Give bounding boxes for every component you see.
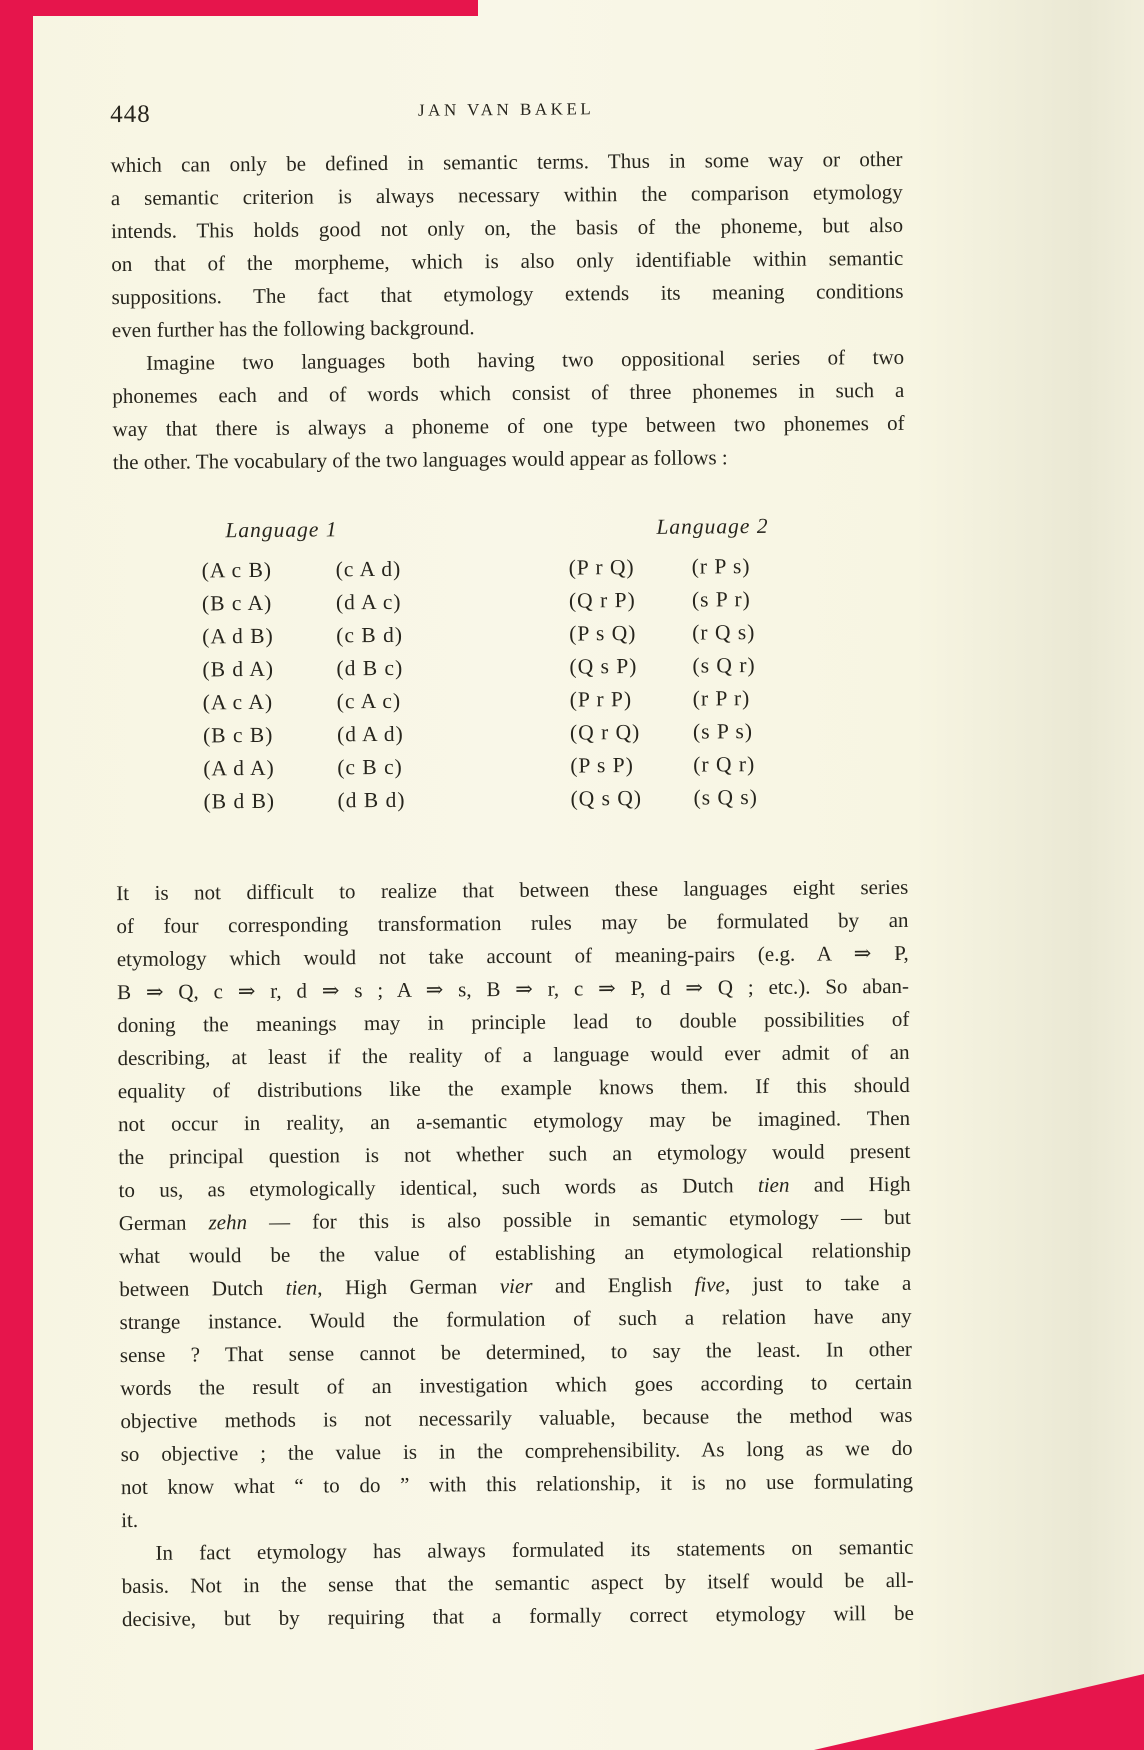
text-line: a semantic criterion is always necessary within the comparison etymology bbox=[110, 179, 903, 211]
text-line: doning the meanings may in principle lead to double possibilities of bbox=[117, 1006, 910, 1038]
table-cell: (s Q r) bbox=[692, 653, 756, 678]
table-cell: (s P s) bbox=[692, 719, 754, 744]
table-cell: (P s P) bbox=[570, 753, 634, 778]
text-line: so objective ; the value is in the comprehensibility. As long as we do bbox=[120, 1435, 913, 1467]
table-cell: (P r P) bbox=[569, 687, 633, 712]
table-cell: (B c B) bbox=[202, 722, 274, 748]
text-line: sense ? That sense cannot be determined, to say the least. In other bbox=[119, 1336, 912, 1368]
table-cell: (A d A) bbox=[203, 755, 275, 781]
table-cell: (B c A) bbox=[201, 590, 273, 616]
table-cell: (c A c) bbox=[336, 688, 402, 714]
table-cell: (s P r) bbox=[691, 587, 751, 612]
text-line: to us, as etymologically identical, such words as Dutch tien and High bbox=[118, 1171, 911, 1203]
scan-edge-left-strip bbox=[0, 0, 33, 1750]
language-2-header: Language 2 bbox=[656, 513, 769, 539]
paragraph-4 bbox=[121, 1531, 914, 1636]
table-cell: (B d A) bbox=[202, 656, 275, 682]
text-line: German zehn — for this is also possible in semantic etymology — but bbox=[118, 1204, 911, 1236]
text-line: what would be the value of establishing an etymological relationship bbox=[119, 1237, 912, 1269]
paragraph-3 bbox=[116, 871, 913, 1537]
text-line: not know what “ to do ” with this relationship, it is no use formulating bbox=[120, 1468, 913, 1500]
table-cell: (c A d) bbox=[335, 556, 402, 582]
table-cell: (Q s P) bbox=[569, 653, 638, 679]
language-vocabulary-table bbox=[113, 513, 907, 819]
table-cell: (d A c) bbox=[335, 589, 402, 615]
text-line: the principal question is not whether such an etymology would present bbox=[118, 1138, 911, 1170]
text-line: of four corresponding transformation rules may be formulated by an bbox=[116, 907, 909, 939]
text-line: on that of the morpheme, which is also only identifiable within semantic bbox=[111, 245, 904, 277]
text-line: words the result of an investigation which goes according to certain bbox=[120, 1369, 913, 1401]
table-cell: (r Q r) bbox=[693, 752, 756, 777]
text-line: basis. Not in the sense that the semantic aspect by itself would be all- bbox=[121, 1567, 914, 1599]
table-cell: (r Q s) bbox=[692, 620, 756, 645]
table-cell: (Q r Q) bbox=[569, 719, 641, 745]
page-header bbox=[110, 93, 902, 129]
text-line: way that there is always a phoneme of one type between two phonemes of bbox=[112, 410, 905, 442]
text-line: etymology which would not take account of meaning-pairs (e.g. A ⇒ P, bbox=[116, 940, 909, 972]
table-cell: (d B c) bbox=[336, 655, 404, 681]
table-cell: (s Q s) bbox=[693, 785, 758, 810]
text-line: intends. This holds good not only on, the basis of the phoneme, but also bbox=[110, 212, 904, 244]
paragraph-2 bbox=[112, 341, 905, 479]
table-row bbox=[115, 780, 907, 819]
running-header: JAN VAN BAKEL bbox=[417, 99, 595, 120]
table-cell: (c B c) bbox=[337, 754, 403, 780]
text-line: Imagine two languages both having two oppositional series of two bbox=[145, 344, 905, 375]
table-cell: (P s Q) bbox=[569, 620, 637, 646]
table-cell: (d B d) bbox=[337, 787, 406, 813]
table-cell: (B d B) bbox=[203, 788, 276, 814]
table-cell: (Q r P) bbox=[568, 587, 636, 613]
text-line: the other. The vocabulary of the two languages would appear as follows : bbox=[112, 445, 728, 475]
text-line: suppositions. The fact that etymology extends its meaning conditions bbox=[111, 278, 904, 310]
table-cell: (Q s Q) bbox=[570, 785, 643, 811]
text-line: which can only be defined in semantic terms. Thus in some way or other bbox=[110, 146, 903, 178]
table-cell: (A c A) bbox=[202, 689, 274, 715]
text-line: decisive, but by requiring that a formally correct etymology will be bbox=[121, 1600, 915, 1632]
table-cell: (P r Q) bbox=[568, 555, 635, 580]
text-line: strange instance. Would the formulation of such a relation have any bbox=[119, 1303, 912, 1335]
table-headers bbox=[113, 513, 905, 555]
text-line: between Dutch tien, High German vier and English five, just to take a bbox=[119, 1270, 912, 1302]
text-line: even further has the following background. bbox=[111, 315, 475, 343]
scan-edge-bottom-right-wedge bbox=[814, 1674, 1144, 1750]
text-line: It is not difficult to realize that between these languages eight series bbox=[116, 874, 909, 906]
scan-edge-top-strip bbox=[0, 0, 478, 16]
text-line: describing, at least if the reality of a language would ever admit of an bbox=[117, 1039, 910, 1071]
text-line: objective methods is not necessarily valuable, because the method was bbox=[120, 1402, 913, 1434]
paragraph-1 bbox=[110, 143, 904, 347]
page-content bbox=[110, 93, 914, 1636]
language-1-header: Language 1 bbox=[225, 517, 338, 543]
body-text bbox=[110, 143, 914, 1636]
text-line: phonemes each and of words which consist of three phonemes in such a bbox=[112, 377, 905, 409]
text-line: equality of distributions like the example knows them. If this should bbox=[117, 1072, 910, 1104]
table-cell: (r P s) bbox=[691, 554, 751, 579]
table-cell: (c B d) bbox=[336, 622, 404, 648]
text-line: it. bbox=[121, 1507, 139, 1533]
table-rows bbox=[114, 549, 908, 819]
text-line: In fact etymology has always formulated its statements on semantic bbox=[155, 1534, 914, 1565]
page-number: 448 bbox=[110, 100, 151, 129]
text-line: not occur in reality, an a-semantic etymology may be imagined. Then bbox=[117, 1105, 911, 1137]
table-cell: (A d B) bbox=[202, 623, 274, 649]
table-cell: (A c B) bbox=[201, 557, 273, 583]
text-line: B ⇒ Q, c ⇒ r, d ⇒ s ; A ⇒ s, B ⇒ r, c ⇒ P, d ⇒ Q ; etc.). So aban- bbox=[116, 973, 910, 1005]
table-cell: (r P r) bbox=[692, 686, 751, 711]
table-cell: (d A d) bbox=[336, 721, 404, 747]
